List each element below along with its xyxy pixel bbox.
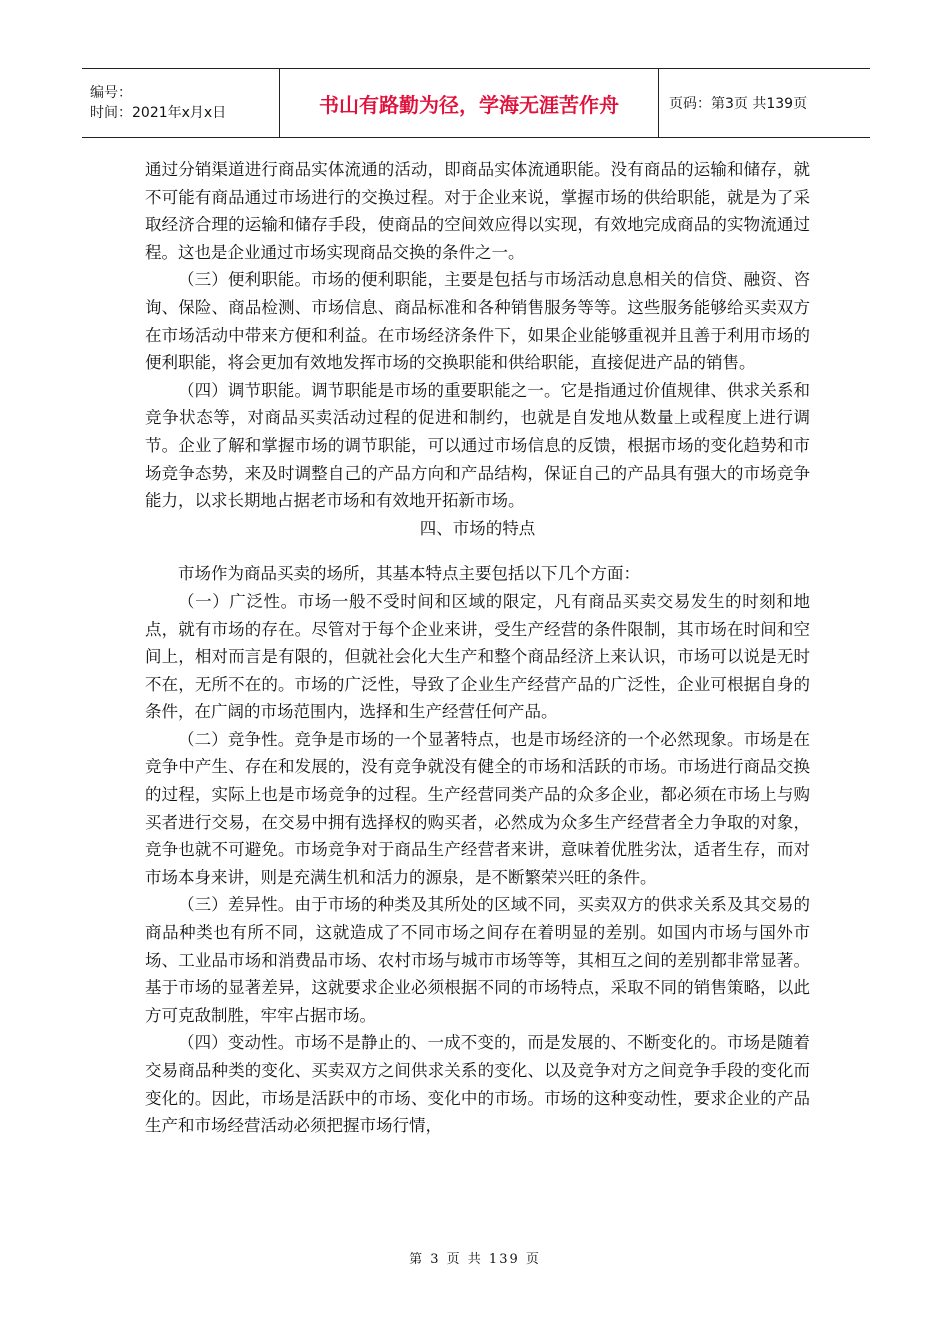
document-number-label: 编号： [90, 85, 132, 101]
paragraph: （三）差异性。由于市场的种类及其所处的区域不同，买卖双方的供求关系及其交易的商品种类也有所不同，这就造成了不同市场之间存在着明显的差别。如国内市场与国外市场、工业品市场和消费品市场、农村市场与城市市场等等，其相互之间的差别都非常显著。基于市场的显著差异，这就要求企业必须根据不同的市场特点，采取不同的销售策略，以此方可克敌制胜，牢牢占据市场。 [145, 895, 810, 1025]
document-date: 时间：2021年x月x日 [90, 105, 227, 121]
paragraph: （二）竞争性。竞争是市场的一个显著特点，也是市场经济的一个必然现象。市场是在竞争中产生、存在和发展的，没有竞争就没有健全的市场和活跃的市场。市场进行商品交换的过程，实际上也是市场竞争的过程。生产经营同类产品的众多企业，都必须在市场上与购买者进行交易，在交易中拥有选择权的购买者，必然成为众多生产经营者全力争取的对象，竞争也就不可避免。市场竞争对于商品生产经营者来讲，意味着优胜劣汰，适者生存，而对市场本身来讲，则是充满生机和活力的源泉，是不断繁荣兴旺的条件。 [145, 729, 810, 887]
paragraph: （一）广泛性。市场一般不受时间和区域的限定，凡有商品买卖交易发生的时刻和地点，就有市场的存在。尽管对于每个企业来讲，受生产经营的条件限制，其市场在时间和空间上，相对而言是有限的，但就社会化大生产和整个商品经济上来认识，市场可以说是无时不在，无所不在的。市场的广泛性，导致了企业生产经营产品的广泛性，企业可根据自身的条件，在广阔的市场范围内，选择和生产经营任何产品。 [145, 591, 810, 722]
section-heading: 四、市场的特点 [419, 518, 536, 538]
header-motto: 书山有路勤为径，学海无涯苦作舟 [280, 69, 659, 137]
paragraph: 通过分销渠道进行商品实体流通的活动，即商品实体流通职能。没有商品的运输和储存，就不可能有商品通过市场进行的交换过程。对于企业来说，掌握市场的供给职能，就是为了采取经济合理的运输和储存手段，使商品的空间效应得以实现，有效地完成商品的实物流通过程。这也是企业通过市场实现商品交换的条件之一。 [145, 160, 810, 262]
paragraph: （四）调节职能。调节职能是市场的重要职能之一。它是指通过价值规律、供求关系和竞争状态等，对商品买卖活动过程的促进和制约，也就是自发地从数量上或程度上进行调节。企业了解和掌握市场的调节职能，可以通过市场信息的反馈，根据市场的变化趋势和市场竞争态势，来及时调整自己的产品方向和产品结构，保证自己的产品具有强大的市场竞争能力，以求长期地占据老市场和有效地开拓新市场。 [145, 380, 810, 511]
document-header [82, 68, 870, 138]
header-page-info: 页码：第3页 共139页 [669, 96, 808, 112]
paragraph: （四）变动性。市场不是静止的、一成不变的，而是发展的、不断变化的。市场是随着交易商品种类的变化、买卖双方之间供求关系的变化、以及竞争对方之间竞争手段的变化而变化的。因此，市场是活跃中的市场、变化中的市场。市场的这种变动性，要求企业的产品生产和市场经营活动必须把握市场行情， [145, 1033, 810, 1136]
paragraph: 市场作为商品买卖的场所，其基本特点主要包括以下几个方面： [178, 564, 640, 584]
header-meta [82, 69, 280, 137]
paragraph: （三）便利职能。市场的便利职能，主要是包括与市场活动息息相关的信贷、融资、咨询、保险、商品检测、市场信息、商品标准和各种销售服务等等。这些服务能够给买卖双方在市场活动中带来方便和利益。在市场经济条件下，如果企业能够重视并且善于利用市场的便利职能，将会更加有效地发挥市场的交换职能和供给职能，直接促进产品的销售。 [145, 270, 810, 373]
document-body [145, 156, 810, 1140]
page-footer: 第 3 页 共 139 页 [409, 1252, 541, 1267]
